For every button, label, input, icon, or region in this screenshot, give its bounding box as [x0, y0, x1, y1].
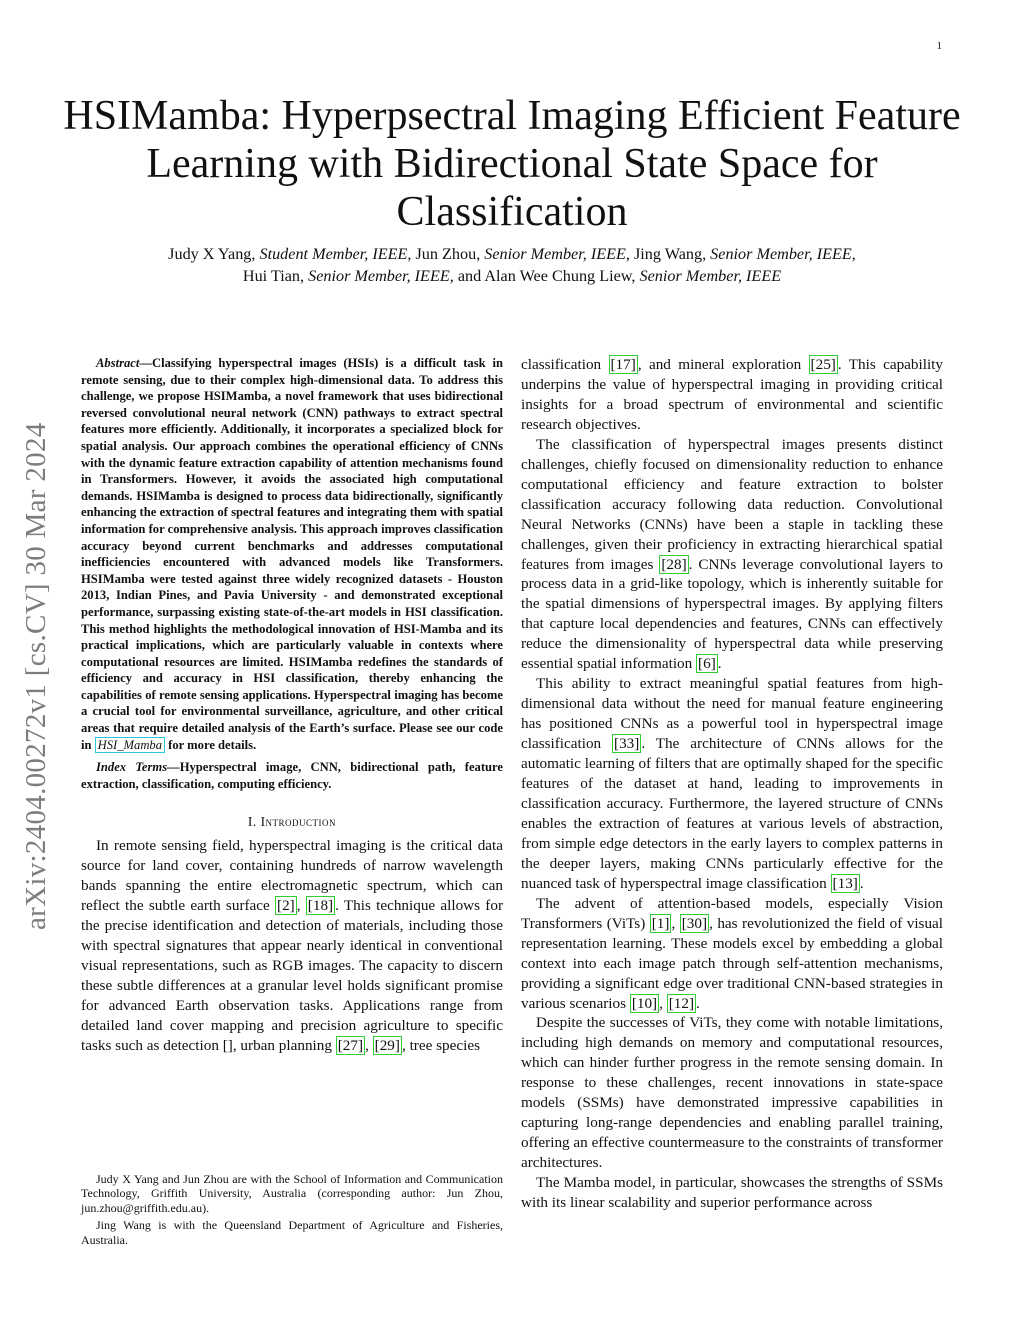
- author-line-1: [40, 243, 984, 265]
- code-link[interactable]: HSI_Mamba: [95, 737, 165, 753]
- citation-link[interactable]: [13]: [832, 874, 858, 892]
- author-name: ,: [851, 245, 856, 263]
- right-body: [521, 355, 943, 1213]
- author-name: , Jing Wang,: [625, 245, 711, 263]
- citation-link[interactable]: [17]: [610, 356, 636, 373]
- author-role: Student Member, IEEE: [259, 245, 408, 263]
- paragraph-text: This ability to extract meaningful spatial features from high-dimensional data without the need for manual feature engineering has positioned CNNs as a powerful tool in hyperspectral image classification: [521, 675, 943, 753]
- citation-link[interactable]: [12]: [668, 994, 695, 1012]
- paragraph-text: . This technique allows for the precise identification and detection of materials, including those with spectral signatures that appear nearly identical in conventional visual representations, such as RGB images. The capacity to discern these subtle differences at a granular level holds significant promise for advanced Earth observation tasks. Applications range from detailed land cover mapping and precision agriculture to specific tasks such as detection [], urban planning: [81, 897, 504, 1054]
- left-body: [81, 836, 503, 1055]
- abstract-label: Abstract: [96, 356, 140, 370]
- citation-link[interactable]: [10]: [631, 994, 658, 1012]
- paragraph-text: . CNNs leverage convolutional layers to process data in a grid-like topology, which is inherently suitable for the spatial dimensions of hyperspectral images. By applying filters that capture local dependencies and features, CNNs can effectively reduce the dimensionality of hyperspectral data while preserving essential spatial information: [521, 555, 944, 673]
- citation-link[interactable]: [30]: [681, 914, 708, 932]
- section-number: I.: [247, 814, 257, 830]
- right-paragraph: [521, 674, 943, 893]
- paragraph-text: , has revolutionized the field of visual representation learning. These models excel by embedding a global context into each image patch through self-attention mechanisms, providing a significant edge over traditional CNN-based strategies in various scenarios: [521, 914, 944, 1012]
- citation-link[interactable]: [29]: [374, 1036, 400, 1054]
- right-paragraph: [521, 1013, 943, 1173]
- page-number: 1: [936, 40, 942, 52]
- author-role: Senior Member, IEEE: [639, 267, 782, 285]
- author-line-2: [40, 265, 984, 287]
- abstract-text: —Classifying hyperspectral images (HSIs) is a difficult task in remote sensing, due to their complex high-dimensional data. To address this challenge, we propose HSIMamba, a novel framework that uses bidirectional reversed convolutional neural network (CNN) pathways to extract spectral features more efficiently. Additionally, it incorporates a specialized block for spatial analysis. Our approach combines the operational efficiency of CNNs with the dynamic feature extraction capability of attention mechanisms found in Transformers. However, it avoids the associated high computational demands. HSIMamba is designed to process data bidirectionally, significantly enhancing the extraction of spectral features and integrating them with spatial information for comprehensive analysis. This approach improves classification accuracy beyond current benchmarks and addresses computational inefficiencies encountered with advanced models like Transformers. HSIMamba were tested against three widely recognized datasets - Houston 2013, Indian Pines, and Pavia University - and demonstrated exceptional performance, surpassing existing state-of-the-art models in HSI classification. This method highlights the methodological innovation of HSI-Mamba and its practical implications, which are particularly valuable in contexts where computational resources are limited. HSIMamba redefines the standards of efficiency and accuracy in HSI classification, thereby enhancing the capabilities of remote sensing applications. Hyperspectral imaging has become a crucial tool for environmental surveillance, agriculture, and other critical areas that require detailed analysis of the Earth’s surface. Please see our code in: [81, 356, 503, 752]
- citation-link[interactable]: [28]: [661, 555, 687, 573]
- footnotes: [81, 1172, 503, 1250]
- index-terms-text: —Hyperspectral image, CNN, bidirectional path, feature extraction, classification, computing efficiency.: [81, 760, 503, 791]
- paragraph-text: .: [859, 874, 864, 892]
- author-role: Senior Member, IEEE: [710, 245, 852, 263]
- author-name: , and Alan Wee Chung Liew,: [449, 267, 640, 285]
- footnote-1: Judy X Yang and Jun Zhou are with the School of Information and Communication Technology, Griffith University, Australia (corresponding author: Jun Zhou, jun.zhou@griffith.edu.au).: [81, 1172, 503, 1215]
- citation-link[interactable]: [2]: [277, 897, 295, 915]
- paragraph-text: classification: [521, 356, 609, 373]
- citation-link[interactable]: [25]: [810, 356, 836, 373]
- paragraph-text: . This capability underpins the value of hyperspectral imaging in providing critical insights for a broad spectrum of environmental and scientific research objectives.: [521, 356, 943, 433]
- paragraph-text: .: [717, 655, 722, 673]
- section-heading: [81, 814, 503, 830]
- right-column: [521, 355, 943, 1213]
- index-terms: [81, 759, 503, 792]
- paragraph-text: The Mamba model, in particular, showcases the strengths of SSMs with its linear scalability and superior performance across: [521, 1174, 943, 1212]
- paragraph-text: .: [696, 994, 700, 1012]
- abstract: [81, 355, 503, 753]
- paragraph-text: The advent of attention-based models, especially Vision Transformers (ViTs): [521, 894, 943, 932]
- author-name: Judy X Yang,: [168, 245, 260, 263]
- paper-title: HSIMamba: Hyperpsectral Imaging Efficient Feature Learning with Bidirectional State Space for Classification: [63, 93, 961, 235]
- author-name: , Jun Zhou,: [407, 245, 485, 263]
- paragraph-text: ,: [659, 994, 667, 1012]
- paragraph-text: In remote sensing field, hyperspectral imaging is the critical data source for land cover, containing hundreds of narrow wavelength bands spanning the entire electromagnetic spectrum, which can reflect the subtle earth surface: [81, 837, 503, 915]
- abstract-text-end: for more details.: [165, 737, 257, 752]
- author-role: Senior Member, IEEE: [484, 245, 626, 263]
- citation-link[interactable]: [18]: [307, 897, 334, 915]
- right-paragraph: [521, 1173, 943, 1213]
- paragraph-text: ,: [671, 914, 680, 932]
- right-paragraph: [521, 355, 943, 435]
- paragraph-text: ,: [365, 1036, 373, 1054]
- paragraph-text: Despite the successes of ViTs, they come with notable limitations, including high demands on memory and computational resources, which can hinder further progress in the remote sensing domain. In response to these challenges, recent innovations in state-space models (SSMs) have demonstrated impressive capabilities in capturing long-range dependencies and enabling parallel training, offering an effective countermeasure to the constraints of transformer architectures.: [521, 1014, 943, 1172]
- author-role: Senior Member, IEEE: [308, 267, 450, 285]
- author-name: Hui Tian,: [242, 267, 309, 285]
- section-title: Introduction: [260, 814, 337, 830]
- author-list: [40, 243, 984, 287]
- citation-link[interactable]: [27]: [337, 1036, 364, 1054]
- paragraph-text: The classification of hyperspectral images presents distinct challenges, chiefly focused on dimensionality reduction to enhance computational efficiency and feature extraction to bolster classification accuracy following data reduction. Convolutional Neural Networks (CNNs) have been a staple in tackling these challenges, given their proficiency in extracting hierarchical spatial features from images: [521, 435, 943, 573]
- citation-link[interactable]: [1]: [651, 914, 670, 932]
- paragraph-text: . The architecture of CNNs allows for the automatic learning of filters that are optimally shaped for the specific features of the dataset at hand, leading to improvements in classification accuracy. Furthermore, the layered structure of CNNs enables the extraction of features at various levels of abstraction, from simple edge detectors in the early layers to complex patterns in the deeper layers, making CNNs particularly effective for the nuanced task of hyperspectral image classification: [521, 735, 943, 892]
- citation-link[interactable]: [6]: [698, 655, 716, 673]
- arxiv-identifier: arXiv:2404.00272v1 [cs.CV] 30 Mar 2024: [20, 422, 52, 930]
- right-paragraph: [521, 894, 943, 1014]
- right-paragraph: [521, 435, 943, 674]
- paragraph-text: , and mineral exploration: [637, 356, 809, 373]
- left-paragraph: [81, 836, 503, 1055]
- left-column: [81, 355, 503, 1056]
- index-terms-label: Index Terms: [96, 760, 168, 775]
- paragraph-text: , tree species: [401, 1036, 480, 1054]
- paragraph-text: ,: [296, 897, 306, 915]
- footnote-2: Jing Wang is with the Queensland Department of Agriculture and Fisheries, Australia.: [81, 1218, 503, 1247]
- citation-link[interactable]: [33]: [614, 735, 640, 753]
